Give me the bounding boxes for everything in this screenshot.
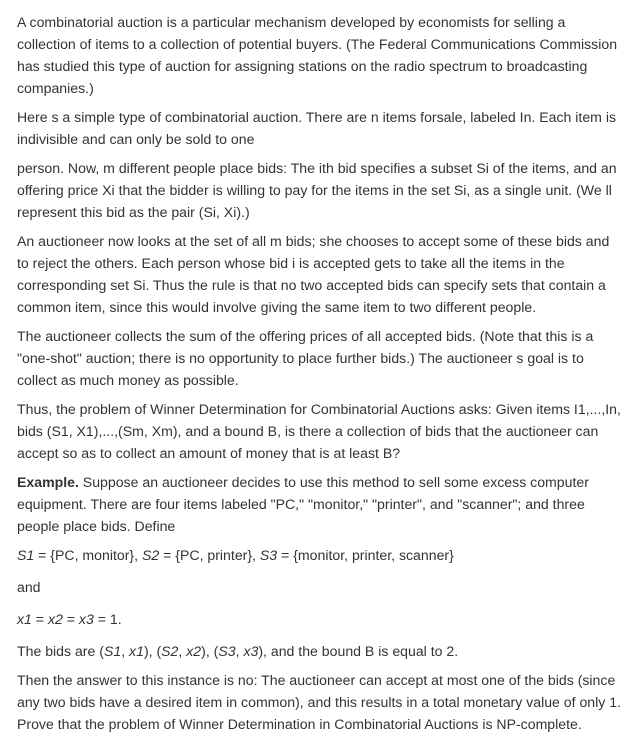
prices-definition: x1 = x2 = x3 = 1.: [17, 611, 122, 627]
problem-definition-paragraph: Thus, the problem of Winner Determination for Combinatorial Auctions asks: Given items I1,...,In, bids (S1, X1),...,(Sm, Xm), and a bound B, is there a collection of bids that the auctioneer can accept so as to collect an amount of money that is at least B?: [17, 401, 621, 461]
intro-paragraph: A combinatorial auction is a particular mechanism developed by economists for selling a collection of items to a collection of potential buyers. (The Federal Communications Commission has studied this type of auction for assigning stations on the radio spectrum to broadcasting companies.): [17, 14, 618, 96]
auctioneer-rule-paragraph: An auctioneer now looks at the set of all m bids; she chooses to accept some of these bids and to reject the others. Each person whose bid i is accepted gets to take all the items in the corresponding set Si. Thus the rule is that no two accepted bids can specify sets that contain a common item, since this would involve giving the same item to two different people.: [17, 233, 610, 315]
bids-list: The bids are (S1, x1), (S2, x2), (S3, x3), and the bound B is equal to 2.: [17, 643, 459, 659]
and-word: and: [17, 579, 41, 595]
auction-setup-paragraph: Here s a simple type of combinatorial auction. There are n items forsale, labeled In. Each item is indivisible and can only be sold to one: [17, 109, 617, 147]
example-text: Suppose an auctioneer decides to use this method to sell some excess computer equipment. There are four items labeled "PC," "monitor," "printer", and "scanner"; and three people place bids. Define: [17, 474, 589, 534]
sets-definition: S1 = {PC, monitor}, S2 = {PC, printer}, S3 = {monitor, printer, scanner}: [17, 547, 454, 563]
example-label: Example.: [17, 474, 79, 490]
example-paragraph: [17, 471, 623, 537]
bids-paragraph: person. Now, m different people place bids: The ith bid specifies a subset Si of the items, and an offering price Xi that the bidder is willing to pay for the items in the set Si, as a single unit. (We ll represent this bid as the pair (Si, Xi).): [17, 160, 617, 220]
conclusion-paragraph: Then the answer to this instance is no: The auctioneer can accept at most one of the bids (since any two bids have a desired item in common), and this results in a total monetary value of only 1. Prove that the problem of Winner Determination in Combinatorial Auctions is NP-complete.: [17, 672, 621, 732]
auctioneer-goal-paragraph: The auctioneer collects the sum of the offering prices of all accepted bids. (Note that this is a "one-shot" auction; there is no opportunity to place further bids.) The auctioneer s goal is to collect as much money as possible.: [17, 328, 594, 388]
problem-text: [17, 11, 623, 742]
